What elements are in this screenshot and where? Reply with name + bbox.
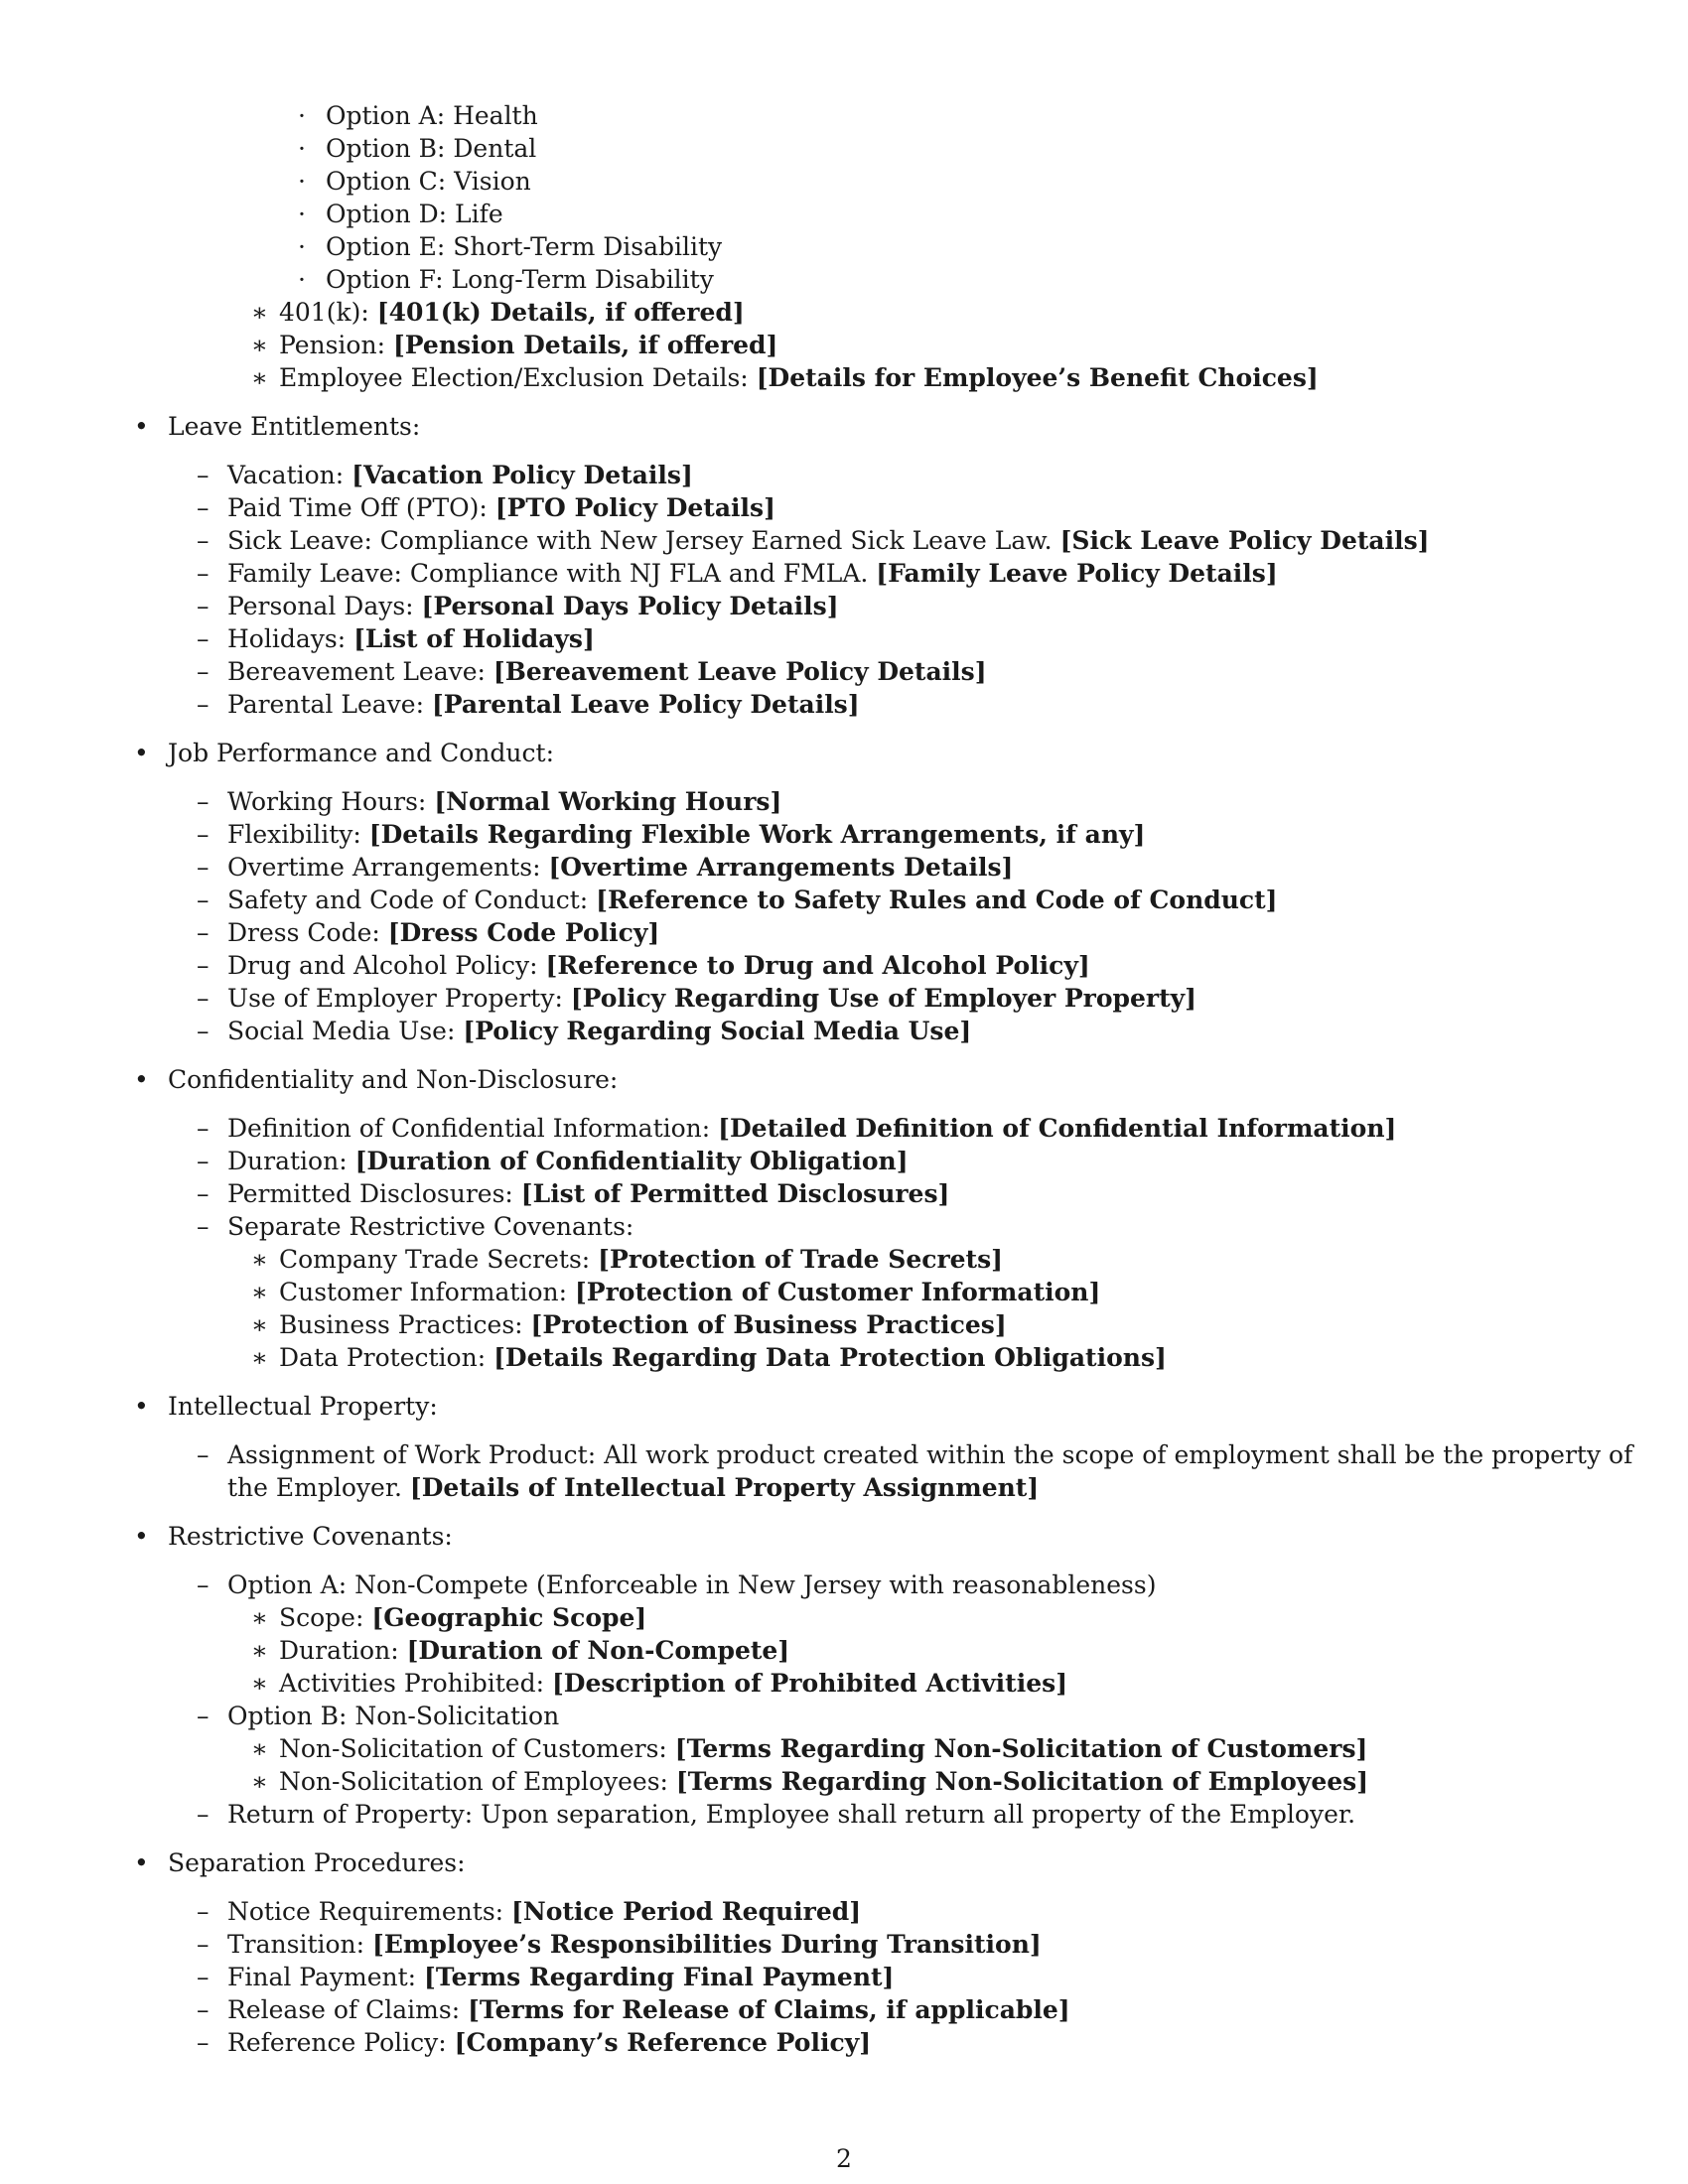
bullet: ∗ bbox=[251, 1734, 268, 1763]
bullet: · bbox=[298, 232, 306, 261]
list-item: – Family Leave: Compliance with NJ FLA and FMLA. [Family Leave Policy Details] bbox=[197, 559, 1278, 588]
list-item: ∗ Non-Solicitation of Customers: [Terms Regarding Non-Solicitation of Customers] bbox=[251, 1734, 1368, 1763]
bullet: – bbox=[197, 820, 210, 849]
bullet: – bbox=[197, 918, 210, 947]
list-item: ∗ Duration: [Duration of Non-Compete] bbox=[251, 1636, 790, 1665]
list-item: – Duration: [Duration of Confidentiality Obligation] bbox=[197, 1147, 909, 1175]
bullet: – bbox=[197, 592, 210, 620]
list-item: · Option F: Long-Term Disability bbox=[298, 265, 714, 294]
list-item: ∗ Company Trade Secrets: [Protection of Trade Secrets] bbox=[251, 1245, 1003, 1274]
bullet: – bbox=[197, 853, 210, 882]
list-item: – Dress Code: [Dress Code Policy] bbox=[197, 918, 660, 947]
bullet: – bbox=[197, 1440, 210, 1469]
list-item: – Safety and Code of Conduct: [Reference to Safety Rules and Code of Conduct] bbox=[197, 886, 1278, 914]
bullet: – bbox=[197, 559, 210, 588]
bullet: • bbox=[134, 1392, 149, 1421]
list-item: – Option A: Non-Compete (Enforceable in New Jersey with reasonableness) bbox=[197, 1570, 1157, 1599]
list-item: ∗ 401(k): [401(k) Details, if offered] bbox=[251, 298, 745, 327]
bullet: ∗ bbox=[251, 1245, 268, 1274]
bullet: – bbox=[197, 1114, 210, 1143]
section-heading-ip: • Intellectual Property: bbox=[134, 1392, 438, 1421]
bullet: – bbox=[197, 1179, 210, 1208]
list-item: ∗ Customer Information: [Protection of Customer Information] bbox=[251, 1278, 1101, 1306]
list-item: – Parental Leave: [Parental Leave Policy Details] bbox=[197, 690, 860, 719]
bullet: – bbox=[197, 624, 210, 653]
bullet: • bbox=[134, 412, 149, 441]
list-item: – Notice Requirements: [Notice Period Required] bbox=[197, 1897, 862, 1926]
bullet: · bbox=[298, 200, 306, 228]
list-item-continuation: the Employer. [Details of Intellectual Property Assignment] bbox=[227, 1473, 1040, 1502]
list-item: – Personal Days: [Personal Days Policy Details] bbox=[197, 592, 839, 620]
bullet: • bbox=[134, 739, 149, 767]
list-item: – Overtime Arrangements: [Overtime Arrangements Details] bbox=[197, 853, 1014, 882]
bullet: ∗ bbox=[251, 1669, 268, 1698]
list-item: – Release of Claims: [Terms for Release of Claims, if applicable] bbox=[197, 1995, 1070, 2024]
list-item: · Option E: Short-Term Disability bbox=[298, 232, 723, 261]
bullet: ∗ bbox=[251, 1603, 268, 1632]
list-item: ∗ Data Protection: [Details Regarding Data Protection Obligations] bbox=[251, 1343, 1167, 1372]
list-item: – Return of Property: Upon separation, Employee shall return all property of the Employer. bbox=[197, 1800, 1356, 1829]
bullet: – bbox=[197, 1017, 210, 1045]
bullet: ∗ bbox=[251, 363, 268, 392]
list-item: · Option D: Life bbox=[298, 200, 503, 228]
bullet: – bbox=[197, 1147, 210, 1175]
list-item: – Holidays: [List of Holidays] bbox=[197, 624, 595, 653]
list-item: – Sick Leave: Compliance with New Jersey Earned Sick Leave Law. [Sick Leave Policy Details] bbox=[197, 526, 1430, 555]
list-item: – Vacation: [Vacation Policy Details] bbox=[197, 461, 693, 489]
list-item: – Assignment of Work Product: All work product created within the scope of employment shall be the property of bbox=[197, 1440, 1633, 1469]
list-item: – Flexibility: [Details Regarding Flexible Work Arrangements, if any] bbox=[197, 820, 1146, 849]
bullet: · bbox=[298, 265, 306, 294]
list-item: – Paid Time Off (PTO): [PTO Policy Details] bbox=[197, 493, 775, 522]
bullet: ∗ bbox=[251, 1767, 268, 1796]
bullet: – bbox=[197, 2028, 210, 2057]
section-heading-conduct: • Job Performance and Conduct: bbox=[134, 739, 554, 767]
bullet: – bbox=[197, 526, 210, 555]
bullet: ∗ bbox=[251, 1310, 268, 1339]
bullet: – bbox=[197, 951, 210, 980]
bullet: – bbox=[197, 1570, 210, 1599]
list-item: · Option C: Vision bbox=[298, 167, 531, 196]
bullet: ∗ bbox=[251, 331, 268, 359]
bullet: – bbox=[197, 1963, 210, 1991]
bullet: – bbox=[197, 1930, 210, 1959]
bullet: – bbox=[197, 1702, 210, 1730]
bullet: – bbox=[197, 493, 210, 522]
bullet: – bbox=[197, 787, 210, 816]
list-item: ∗ Business Practices: [Protection of Business Practices] bbox=[251, 1310, 1007, 1339]
list-item: – Social Media Use: [Policy Regarding Social Media Use] bbox=[197, 1017, 972, 1045]
bullet: – bbox=[197, 657, 210, 686]
list-item: ∗ Scope: [Geographic Scope] bbox=[251, 1603, 647, 1632]
bullet: · bbox=[298, 167, 306, 196]
list-item: ∗ Non-Solicitation of Employees: [Terms Regarding Non-Solicitation of Employees] bbox=[251, 1767, 1369, 1796]
bullet: ∗ bbox=[251, 298, 268, 327]
bullet: – bbox=[197, 690, 210, 719]
list-item: · Option B: Dental bbox=[298, 134, 537, 163]
list-item: ∗ Employee Election/Exclusion Details: [Details for Employee’s Benefit Choices] bbox=[251, 363, 1319, 392]
bullet: – bbox=[197, 1897, 210, 1926]
list-item: – Transition: [Employee’s Responsibilities During Transition] bbox=[197, 1930, 1042, 1959]
bullet: · bbox=[298, 101, 306, 130]
bullet: – bbox=[197, 461, 210, 489]
list-item: – Definition of Confidential Information: [Detailed Definition of Confidential Information] bbox=[197, 1114, 1397, 1143]
section-heading-confidentiality: • Confidentiality and Non-Disclosure: bbox=[134, 1065, 619, 1094]
bullet: – bbox=[197, 1212, 210, 1241]
section-heading-restrictive: • Restrictive Covenants: bbox=[134, 1522, 453, 1551]
list-item: ∗ Activities Prohibited: [Description of Prohibited Activities] bbox=[251, 1669, 1068, 1698]
list-item: – Drug and Alcohol Policy: [Reference to Drug and Alcohol Policy] bbox=[197, 951, 1090, 980]
list-item: – Reference Policy: [Company’s Reference Policy] bbox=[197, 2028, 872, 2057]
list-item: – Bereavement Leave: [Bereavement Leave Policy Details] bbox=[197, 657, 987, 686]
bullet: • bbox=[134, 1065, 149, 1094]
bullet: – bbox=[197, 1995, 210, 2024]
bullet: • bbox=[134, 1848, 149, 1877]
bullet: · bbox=[298, 134, 306, 163]
list-item: – Working Hours: [Normal Working Hours] bbox=[197, 787, 782, 816]
section-heading-separation: • Separation Procedures: bbox=[134, 1848, 466, 1877]
bullet: – bbox=[197, 886, 210, 914]
bullet: ∗ bbox=[251, 1343, 268, 1372]
bullet: ∗ bbox=[251, 1636, 268, 1665]
list-item: – Option B: Non-Solicitation bbox=[197, 1702, 560, 1730]
list-item: · Option A: Health bbox=[298, 101, 538, 130]
list-item: – Final Payment: [Terms Regarding Final Payment] bbox=[197, 1963, 895, 1991]
bullet: • bbox=[134, 1522, 149, 1551]
list-item: – Use of Employer Property: [Policy Regarding Use of Employer Property] bbox=[197, 984, 1196, 1013]
bullet: – bbox=[197, 984, 210, 1013]
bullet: ∗ bbox=[251, 1278, 268, 1306]
page-number: 2 bbox=[836, 2144, 852, 2173]
list-item: – Separate Restrictive Covenants: bbox=[197, 1212, 634, 1241]
bullet: – bbox=[197, 1800, 210, 1829]
list-item: – Permitted Disclosures: [List of Permitted Disclosures] bbox=[197, 1179, 950, 1208]
list-item: ∗ Pension: [Pension Details, if offered] bbox=[251, 331, 778, 359]
section-heading-leave: • Leave Entitlements: bbox=[134, 412, 421, 441]
